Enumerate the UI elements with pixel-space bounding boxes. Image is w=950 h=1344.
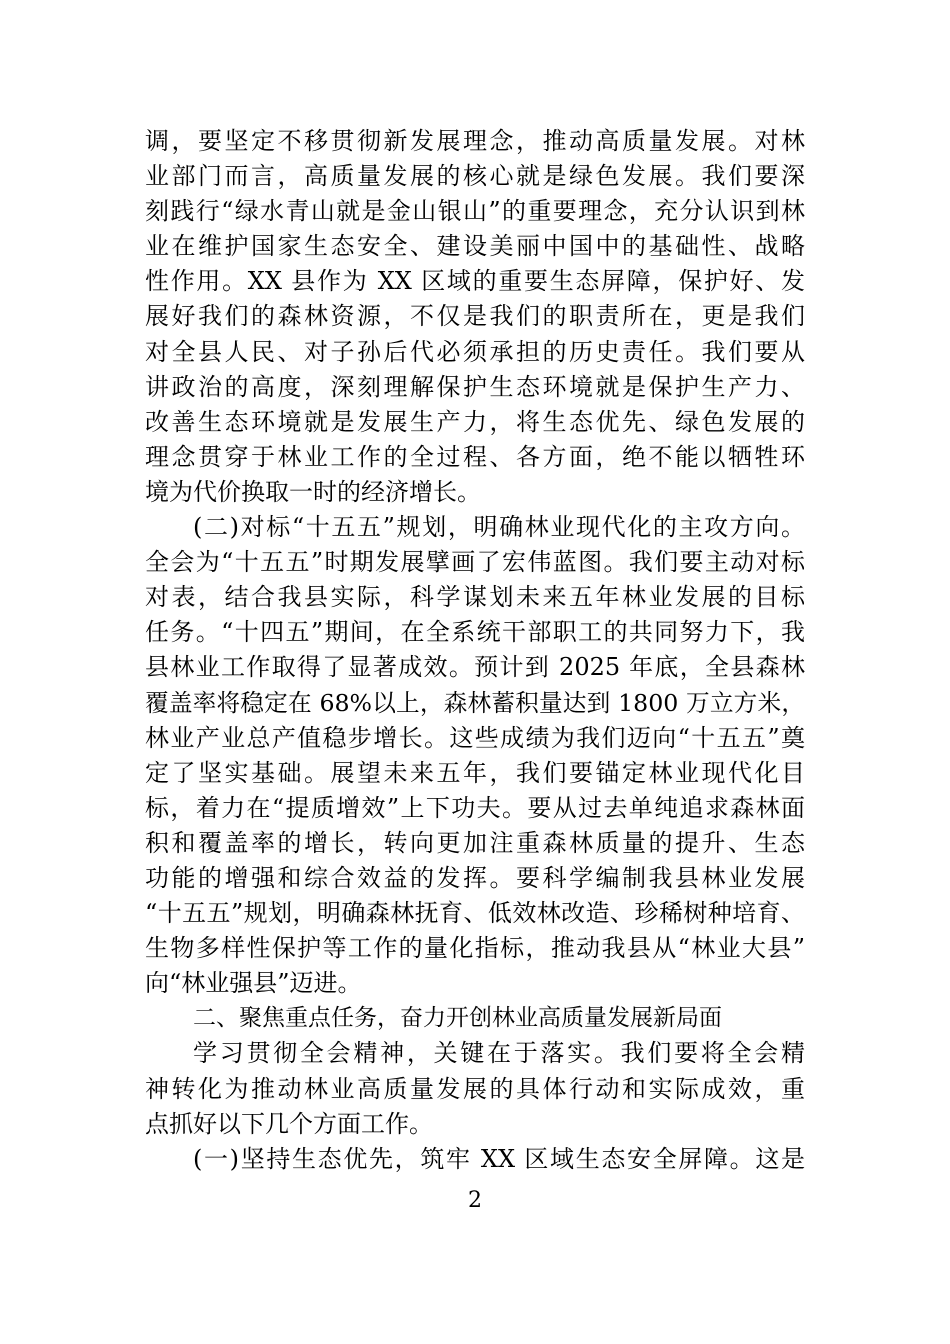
text-line: 境为代价换取一时的经济增长。 xyxy=(145,477,481,506)
text-line: 对表，结合我县实际，科学谋划未来五年林业发展的目标 xyxy=(145,583,805,612)
text-line: 向“林业强县”迈进。 xyxy=(145,969,362,998)
text-line: 神转化为推动林业高质量发展的具体行动和实际成效，重 xyxy=(145,1074,805,1103)
text-line: 业在维护国家生态安全、建设美丽中国中的基础性、战略 xyxy=(145,232,805,261)
text-line: 县林业工作取得了显著成效。预计到 2025 年底，全县森林 xyxy=(145,653,805,682)
text-line: 刻践行“绿水青山就是金山银山”的重要理念，充分认识到林 xyxy=(145,197,805,226)
text-line: 功能的增强和综合效益的发挥。要科学编制我县林业发展 xyxy=(145,863,805,892)
text-line: 讲政治的高度，深刻理解保护生态环境就是保护生产力、 xyxy=(145,372,805,401)
section-subheading: (一)坚持生态优先，筑牢 XX 区域生态安全屏障。这是 xyxy=(193,1144,805,1173)
text-line: 标，着力在“提质增效”上下功夫。要从过去单纯追求森林面 xyxy=(145,793,805,822)
text-line: 业部门而言，高质量发展的核心就是绿色发展。我们要深 xyxy=(145,162,805,191)
text-line: 覆盖率将稳定在 68%以上，森林蓄积量达到 1800 万立方米， xyxy=(145,688,805,717)
text-line: 生物多样性保护等工作的量化指标，推动我县从“林业大县” xyxy=(145,934,805,963)
text-line: 改善生态环境就是发展生产力，将生态优先、绿色发展的 xyxy=(145,407,805,436)
text-line: 任务。“十四五”期间，在全系统干部职工的共同努力下，我 xyxy=(145,618,805,647)
text-line: 对全县人民、对子孙后代必须承担的历史责任。我们要从 xyxy=(145,337,805,366)
text-line: 定了坚实基础。展望未来五年，我们要锚定林业现代化目 xyxy=(145,758,805,787)
text-line: 全会为“十五五”时期发展擘画了宏伟蓝图。我们要主动对标 xyxy=(145,548,805,577)
text-line: 展好我们的森林资源，不仅是我们的职责所在，更是我们 xyxy=(145,302,805,331)
text-line: 学习贯彻全会精神，关键在于落实。我们要将全会精 xyxy=(193,1039,805,1068)
text-line: 积和覆盖率的增长，转向更加注重森林质量的提升、生态 xyxy=(145,828,805,857)
body-text xyxy=(145,124,805,1177)
text-line: 林业产业总产值稳步增长。这些成绩为我们迈向“十五五”奠 xyxy=(145,723,805,752)
text-line: “十五五”规划，明确森林抚育、低效林改造、珍稀树种培育、 xyxy=(145,899,805,928)
text-line: 点抓好以下几个方面工作。 xyxy=(145,1109,433,1138)
text-line: 理念贯穿于林业工作的全过程、各方面，绝不能以牺牲环 xyxy=(145,442,805,471)
section-subheading: (二)对标“十五五”规划，明确林业现代化的主攻方向。 xyxy=(193,513,805,542)
page-number: 2 xyxy=(468,1188,482,1213)
text-line: 调，要坚定不移贯彻新发展理念，推动高质量发展。对林 xyxy=(145,127,805,155)
section-heading: 二、聚焦重点任务，奋力开创林业高质量发展新局面 xyxy=(193,1005,722,1032)
text-line: 性作用。XX 县作为 XX 区域的重要生态屏障，保护好、发 xyxy=(145,267,805,296)
